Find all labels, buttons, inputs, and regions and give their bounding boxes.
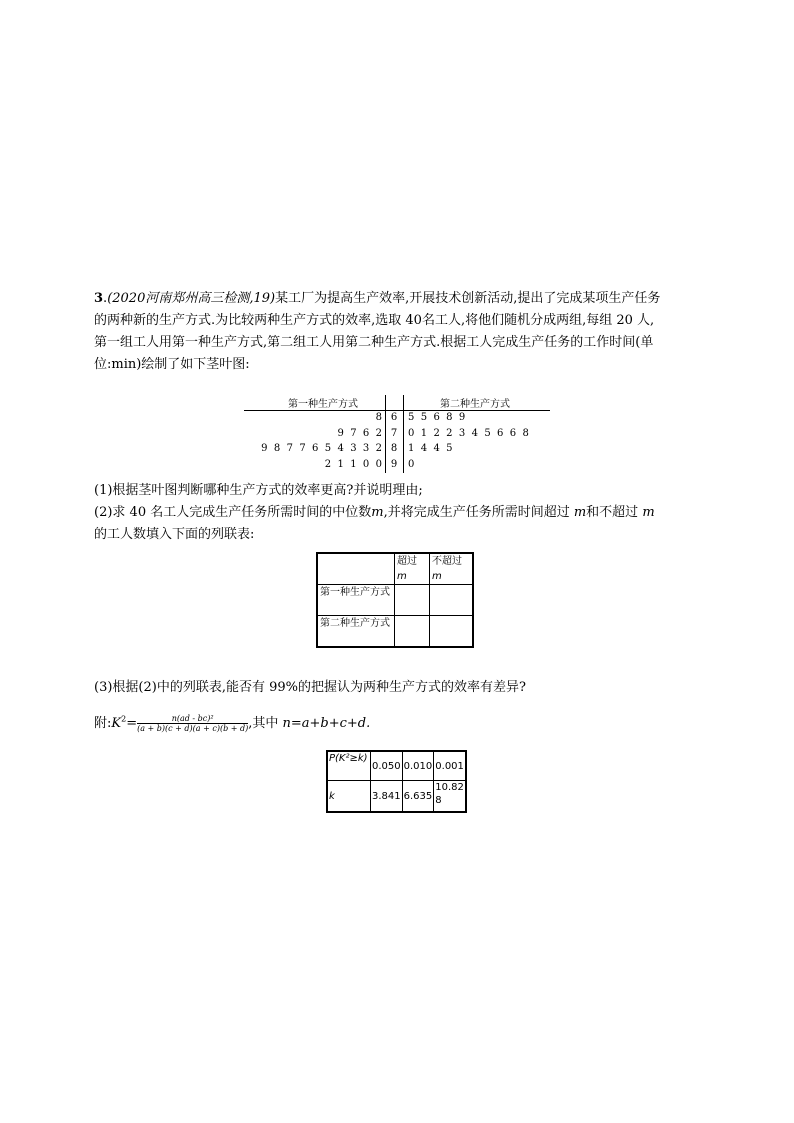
stem-row [244,427,550,443]
part-2-line-1: (2)求 40 名工人完成生产任务所需时间的中位数m,并将完成生产任务所需时间超过 m和不超过 m [94,505,655,520]
right-leaves: 1 4 4 5 [408,443,453,454]
right-leaves: 0 [408,458,415,470]
stem-leaf-body [244,411,550,473]
k-row-label: k [327,781,371,813]
part-1: (1)根据茎叶图判断哪种生产方式的效率更高?并说明理由; [94,483,423,498]
stem-row [244,442,550,458]
formula-fraction: $\frac{\text{n(ad - bc)²}}{(a + b)(c + d)(a + c)(b + d)}$ [137,714,249,733]
cell-input[interactable] [395,585,430,616]
right-leaves: 0 1 2 2 3 4 5 6 6 8 [408,427,529,439]
question-source: (2020河南郑州高三检测,19) [107,291,276,306]
stem-row [244,411,550,427]
col-not-over-header: 不超过 m [430,553,474,585]
row-label-second: 第二种生产方式 [317,616,395,648]
k-value: 10.828 [434,781,466,813]
left-leaves: 9 7 6 2 [337,427,382,439]
p-row-label: P(K²≥k) [327,751,371,781]
critical-value-table [326,750,467,813]
contingency-table [316,552,474,648]
intro-line-2: 的两种新的生产方式.为比较两种生产方式的效率,选取 40名工人,将他们随机分成两组,每组 20 人, [94,313,655,328]
right-leaves: 5 5 6 8 9 [408,412,466,423]
stem: 6 [390,412,398,423]
stem: 8 [390,443,398,454]
question-number: 3 [94,291,104,306]
parts-1-2 [94,480,704,546]
left-leaves: 8 [375,412,382,423]
p-value: 0.010 [402,751,434,781]
cell-input[interactable] [430,585,474,616]
intro-line-3: 第一组工人用第一种生产方式,第二组工人用第二种生产方式.根据工人完成生产任务的工作时间(单 [94,335,654,350]
k-value: 3.841 [371,781,403,813]
left-header: 第一种生产方式 [288,399,358,410]
stem: 9 [390,458,398,470]
question-intro [94,288,704,376]
part-3: (3)根据(2)中的列联表,能否有 99%的把握认为两种生产方式的效率有差异? [94,680,526,695]
cell-input[interactable] [430,616,474,648]
part-2-line-2: 的工人数填入下面的列联表: [94,527,255,542]
corner-cell [317,553,395,585]
p-value: 0.050 [371,751,403,781]
intro-line-4: 位:min)绘制了如下茎叶图: [94,357,250,372]
col-over-header: 超过 m [395,553,430,585]
p-value: 0.001 [434,751,466,781]
stem-leaf-plot [244,394,550,473]
stem: 7 [390,427,398,439]
right-header: 第二种生产方式 [440,399,510,410]
stem-leaf-header [244,394,550,411]
intro-line-1: 3.(2020河南郑州高三检测,19)某工厂为提高生产效率,开展技术创新活动,提出了完成某项生产任务 [94,291,661,306]
row-label-first: 第一种生产方式 [317,585,395,616]
left-leaves: 9 8 7 7 6 5 4 3 3 2 [261,443,382,454]
left-leaves: 2 1 1 0 0 [324,458,382,470]
formula-line: 附$:K^2=$ $\frac{\text{n(ad - bc)²}}{(a + b)(c + d)(a + c)(b + d)}$ ,其中 n=a+b+c+d. [94,714,371,733]
k-value: 6.635 [402,781,434,813]
cell-input[interactable] [395,616,430,648]
stem-row [244,458,550,474]
